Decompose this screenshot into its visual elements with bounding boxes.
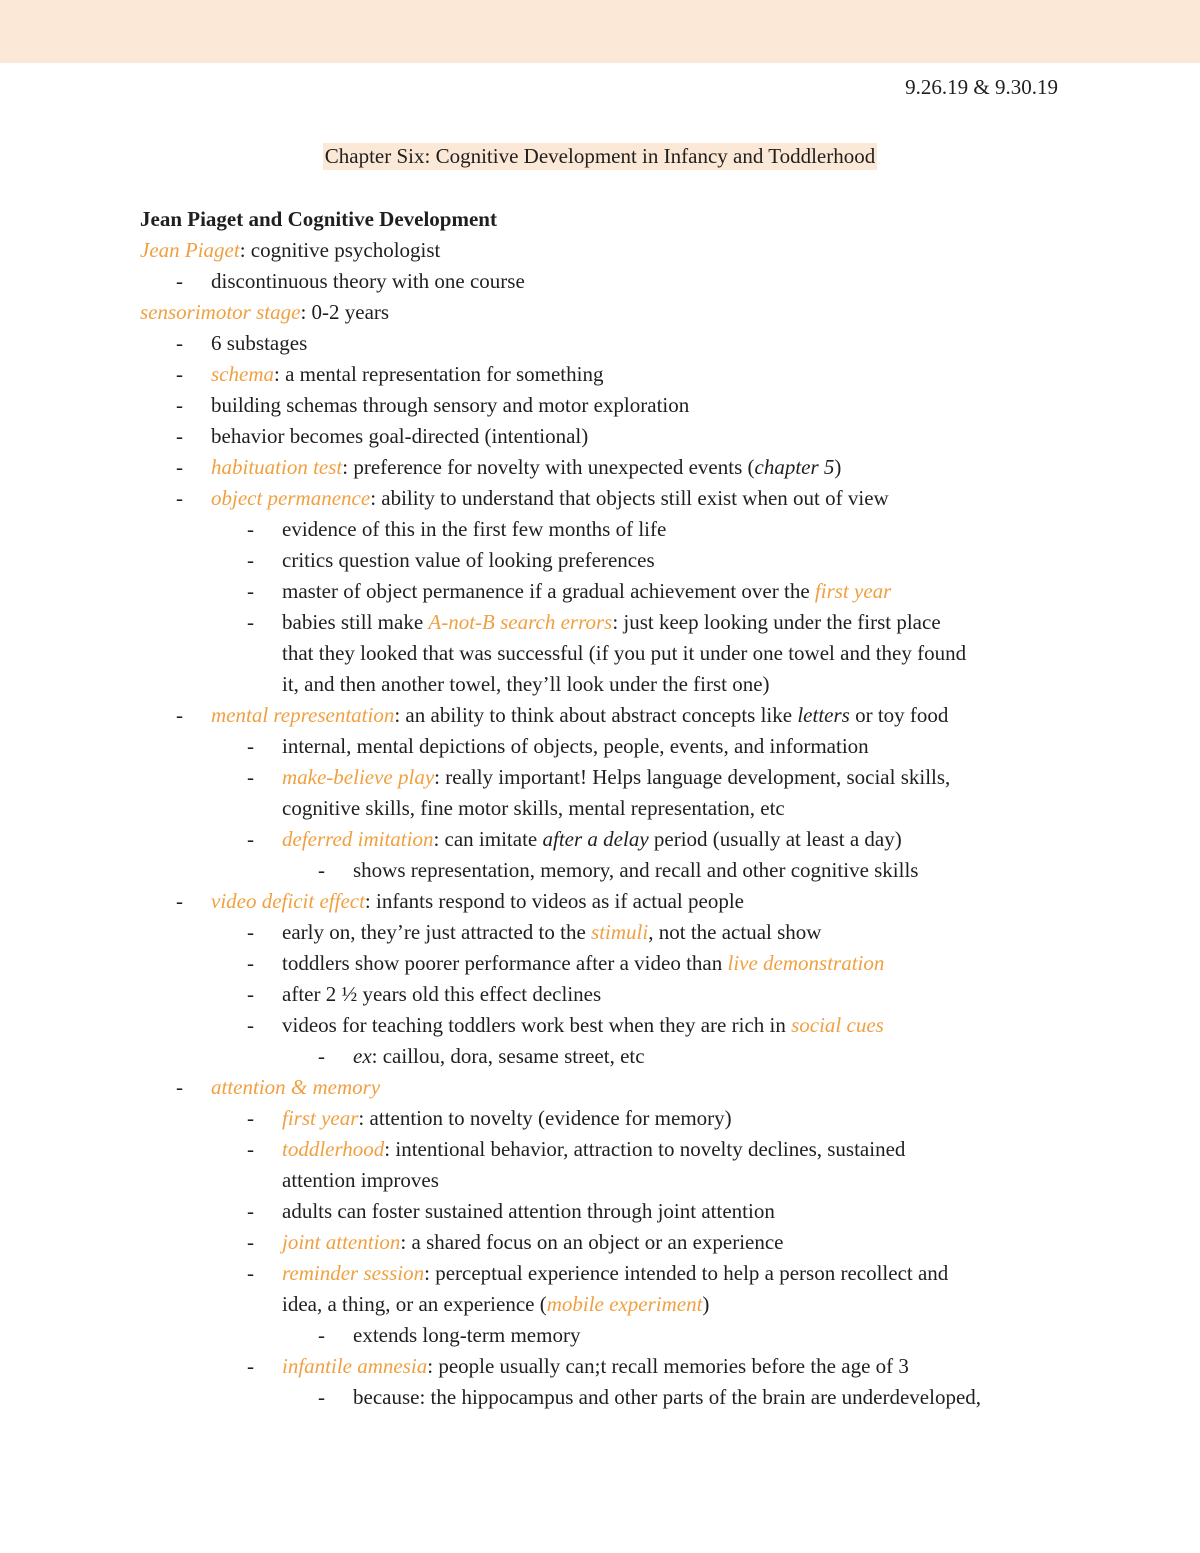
text-run: or toy food (849, 703, 949, 727)
note-text (211, 484, 889, 512)
text-run: that they looked that was successful (if you put it under one towel and they found (282, 641, 967, 665)
text-run: : infants respond to videos as if actual people (364, 889, 744, 913)
note-text (282, 1135, 905, 1163)
note-line (0, 484, 1200, 515)
page-title: Chapter Six: Cognitive Development in Infancy and Toddlerhood (324, 144, 876, 168)
note-text (282, 1011, 884, 1039)
note-line (0, 949, 1200, 980)
note-line (0, 1228, 1200, 1259)
note-text (211, 1073, 380, 1101)
note-line (0, 546, 1200, 577)
text-run: internal, mental depictions of objects, people, events, and information (282, 734, 869, 758)
note-line (0, 1166, 1200, 1197)
bullet-dash: - (176, 486, 183, 510)
text-run: it, and then another towel, they’ll look under the first one) (282, 672, 770, 696)
note-line (0, 1259, 1200, 1290)
note-line (0, 1290, 1200, 1321)
note-text (211, 267, 525, 295)
text-run: because: the hippocampus and other parts of the brain are underdeveloped, (353, 1385, 982, 1409)
bullet-dash: - (247, 951, 254, 975)
note-line (0, 298, 1200, 329)
section-heading: Jean Piaget and Cognitive Development (140, 207, 497, 231)
key-term: video deficit effect (211, 889, 365, 913)
text-run: idea, a thing, or an experience ( (282, 1292, 547, 1316)
emphasis-text: letters (797, 703, 850, 727)
bullet-dash: - (176, 362, 183, 386)
text-run: : an ability to think about abstract concepts like (394, 703, 798, 727)
note-line (0, 1104, 1200, 1135)
emphasis-text: after a delay (542, 827, 649, 851)
note-line (0, 1135, 1200, 1166)
bullet-dash: - (318, 1385, 325, 1409)
text-run: adults can foster sustained attention through joint attention (282, 1199, 775, 1223)
bullet-dash: - (176, 269, 183, 293)
text-run: : 0-2 years (300, 300, 390, 324)
note-line (0, 856, 1200, 887)
key-term: first year (814, 579, 892, 603)
bullet-dash: - (247, 734, 254, 758)
text-run: discontinuous theory with one course (211, 269, 525, 293)
text-run: : preference for novelty with unexpected events ( (342, 455, 755, 479)
note-line (0, 825, 1200, 856)
emphasis-text: chapter 5 (754, 455, 835, 479)
text-run: cognitive skills, fine motor skills, mental representation, etc (282, 796, 785, 820)
note-line (0, 670, 1200, 701)
text-run: early on, they’re just attracted to the (282, 920, 592, 944)
note-line (0, 887, 1200, 918)
note-line (0, 1197, 1200, 1228)
bullet-dash: - (247, 610, 254, 634)
note-line (0, 360, 1200, 391)
text-run: : people usually can;t recall memories before the age of 3 (427, 1354, 909, 1378)
key-term: live demonstration (727, 951, 885, 975)
note-line (0, 980, 1200, 1011)
bullet-dash: - (247, 920, 254, 944)
bullet-dash: - (176, 393, 183, 417)
bullet-dash: - (247, 1354, 254, 1378)
note-line (0, 1383, 1200, 1414)
note-text (282, 732, 869, 760)
text-run: attention improves (282, 1168, 439, 1192)
text-run: : caillou, dora, sesame street, etc (371, 1044, 645, 1068)
note-line (0, 701, 1200, 732)
text-run: building schemas through sensory and motor exploration (211, 393, 690, 417)
text-run: videos for teaching toddlers work best when they are rich in (282, 1013, 792, 1037)
bullet-dash: - (247, 827, 254, 851)
key-term: Jean Piaget (140, 238, 240, 262)
text-run: : intentional behavior, attraction to novelty declines, sustained (384, 1137, 906, 1161)
bullet-dash: - (247, 1106, 254, 1130)
note-text (353, 1383, 981, 1411)
note-line (0, 918, 1200, 949)
note-text (282, 577, 891, 605)
text-run: extends long-term memory (353, 1323, 581, 1347)
note-line (0, 577, 1200, 608)
bullet-dash: - (176, 424, 183, 448)
note-text (282, 980, 601, 1008)
note-text (282, 794, 785, 822)
bullet-dash: - (247, 1199, 254, 1223)
text-run: evidence of this in the first few months of life (282, 517, 667, 541)
note-line (0, 329, 1200, 360)
note-text (282, 1166, 439, 1194)
note-text (140, 298, 389, 326)
key-term: A-not-B search errors (428, 610, 613, 634)
text-run: babies still make (282, 610, 429, 634)
note-line (0, 515, 1200, 546)
key-term: reminder session (282, 1261, 425, 1285)
note-text (353, 1321, 580, 1349)
text-run: ) (702, 1292, 710, 1316)
header-bar (0, 0, 1200, 63)
key-term: toddlerhood (282, 1137, 385, 1161)
bullet-dash: - (176, 889, 183, 913)
note-text (282, 515, 666, 543)
bullet-dash: - (318, 1323, 325, 1347)
note-line (0, 732, 1200, 763)
text-run: : just keep looking under the first place (612, 610, 941, 634)
key-term: infantile amnesia (282, 1354, 428, 1378)
note-line (0, 1011, 1200, 1042)
bullet-dash: - (318, 1044, 325, 1068)
bullet-dash: - (247, 1137, 254, 1161)
date-label: 9.26.19 & 9.30.19 (905, 75, 1058, 99)
note-text (282, 608, 941, 636)
note-text (211, 453, 841, 481)
text-run: : really important! Helps language development, social skills, (434, 765, 951, 789)
note-text (282, 1228, 784, 1256)
note-text (353, 1042, 645, 1070)
note-text (211, 701, 948, 729)
bullet-dash: - (176, 331, 183, 355)
note-text (282, 949, 884, 977)
text-run: toddlers show poorer performance after a video than (282, 951, 728, 975)
note-text (282, 1259, 948, 1287)
text-run: : a shared focus on an object or an experience (400, 1230, 784, 1254)
text-run: shows representation, memory, and recall and other cognitive skills (353, 858, 919, 882)
note-text (211, 422, 588, 450)
key-term: sensorimotor stage (140, 300, 301, 324)
text-run: : ability to understand that objects still exist when out of view (370, 486, 889, 510)
note-text (282, 1352, 909, 1380)
bullet-dash: - (176, 1075, 183, 1099)
note-text (282, 763, 950, 791)
note-line (0, 391, 1200, 422)
text-run: : attention to novelty (evidence for memory) (358, 1106, 732, 1130)
text-run: : can imitate (433, 827, 543, 851)
note-line (0, 1352, 1200, 1383)
key-term: attention & memory (211, 1075, 381, 1099)
note-text (282, 1290, 709, 1318)
note-text (211, 887, 744, 915)
key-term: habituation test (211, 455, 343, 479)
note-line (0, 1073, 1200, 1104)
bullet-dash: - (247, 1230, 254, 1254)
note-text (282, 639, 966, 667)
note-text (140, 236, 440, 264)
text-run: : cognitive psychologist (239, 238, 441, 262)
note-line (0, 639, 1200, 670)
text-run: critics question value of looking preferences (282, 548, 655, 572)
text-run: , not the actual show (648, 920, 822, 944)
bullet-dash: - (176, 703, 183, 727)
key-term: schema (211, 362, 274, 386)
note-line (0, 1321, 1200, 1352)
text-run: ) (834, 455, 842, 479)
note-line (0, 608, 1200, 639)
emphasis-text: ex (353, 1044, 372, 1068)
key-term: mental representation (211, 703, 395, 727)
note-text (282, 670, 770, 698)
bullet-dash: - (176, 455, 183, 479)
note-text (353, 856, 918, 884)
note-line (0, 236, 1200, 267)
note-text (211, 329, 307, 357)
key-term: mobile experiment (546, 1292, 703, 1316)
text-run: 6 substages (211, 331, 308, 355)
key-term: joint attention (282, 1230, 401, 1254)
key-term: deferred imitation (282, 827, 434, 851)
bullet-dash: - (247, 1261, 254, 1285)
bullet-dash: - (247, 579, 254, 603)
note-line (0, 453, 1200, 484)
text-run: behavior becomes goal-directed (intentional) (211, 424, 589, 448)
text-run: master of object permanence if a gradual achievement over the (282, 579, 815, 603)
bullet-dash: - (247, 1013, 254, 1037)
text-run: period (usually at least a day) (648, 827, 902, 851)
key-term: social cues (791, 1013, 884, 1037)
note-line (0, 267, 1200, 298)
bullet-dash: - (247, 765, 254, 789)
bullet-dash: - (247, 982, 254, 1006)
bullet-dash: - (318, 858, 325, 882)
note-line (0, 794, 1200, 825)
note-line (0, 763, 1200, 794)
note-text (282, 1104, 732, 1132)
key-term: first year (282, 1106, 359, 1130)
text-run: : perceptual experience intended to help a person recollect and (424, 1261, 949, 1285)
note-line (0, 422, 1200, 453)
bullet-dash: - (247, 517, 254, 541)
text-run: : a mental representation for something (273, 362, 604, 386)
note-text (211, 360, 603, 388)
note-line (0, 1042, 1200, 1073)
note-text (282, 918, 821, 946)
note-text (282, 546, 655, 574)
bullet-dash: - (247, 548, 254, 572)
note-text (282, 1197, 775, 1225)
text-run: after 2 ½ years old this effect declines (282, 982, 602, 1006)
key-term: object permanence (211, 486, 371, 510)
notes-list (0, 236, 1200, 1414)
key-term: make-believe play (282, 765, 435, 789)
note-text (282, 825, 902, 853)
key-term: stimuli (591, 920, 649, 944)
title-wrapper (0, 143, 1200, 170)
note-text (211, 391, 689, 419)
